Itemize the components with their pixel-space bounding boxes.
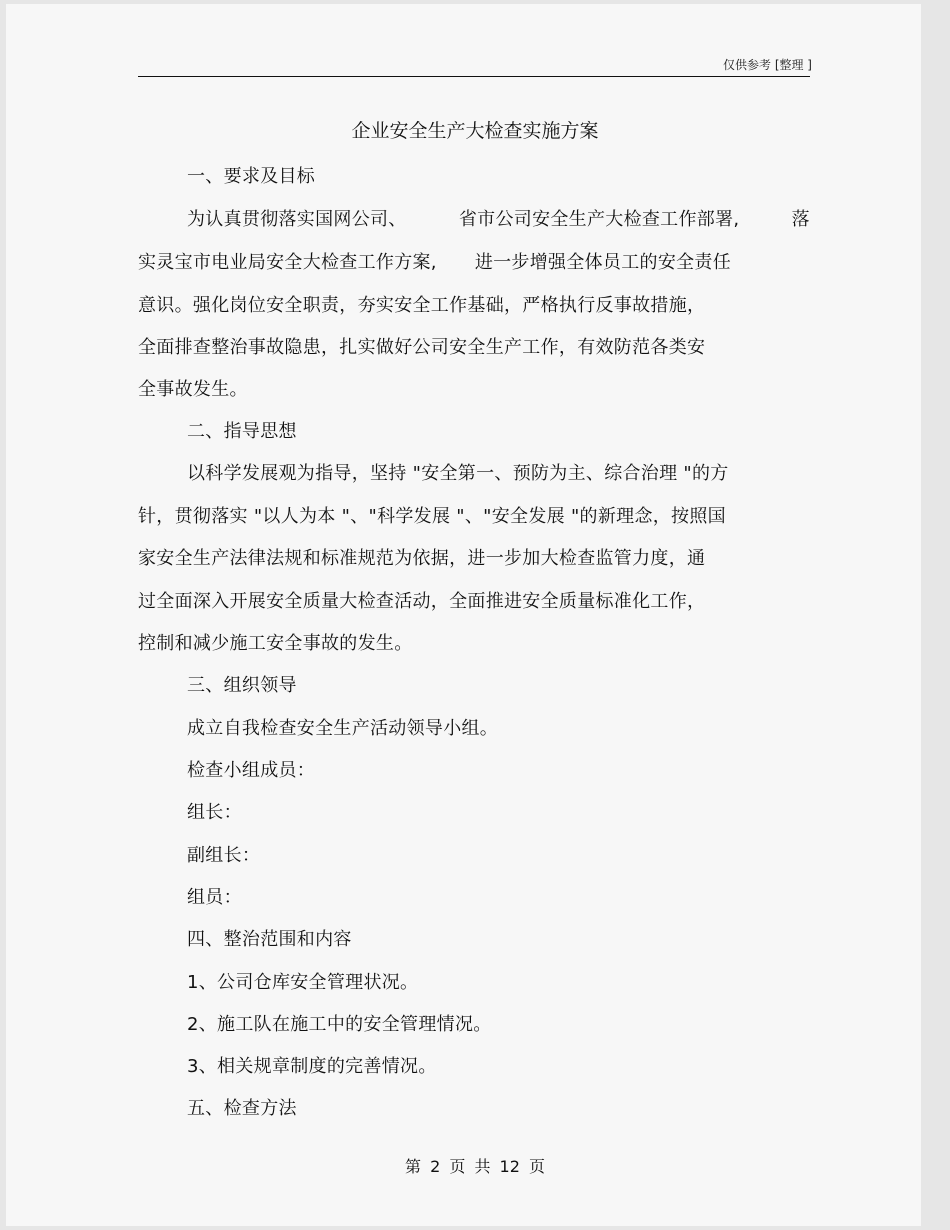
section-4-item-3: 3、相关规章制度的完善情况。 [187,1056,437,1077]
section-5-heading: 五、检查方法 [187,1098,297,1119]
section-2-paragraph-line-4: 过全面深入开展安全质量大检查活动，全面推进安全质量标准化工作， [138,591,706,612]
section-2-heading: 二、指导思想 [187,421,297,442]
text-segment: 落 [791,209,810,230]
text-segment: 为认真贯彻落实国网公司、 [187,209,407,230]
section-2-paragraph-line-1: 以科学发展观为指导，坚持 "安全第一、预防为主、综合治理 "的方 [187,463,729,484]
section-3-line-4: 副组长： [187,845,261,866]
section-1-paragraph-line-2 [138,248,731,274]
text-segment: 省市公司安全生产大检查工作部署, [458,209,740,230]
document-page [6,4,921,1226]
section-1-paragraph-line-4: 全面排查整治事故隐患，扎实做好公司安全生产工作，有效防范各类安 [138,337,706,358]
document-title: 企业安全生产大检查实施方案 [351,120,599,142]
section-3-line-1: 成立自我检查安全生产活动领导小组。 [187,718,499,739]
section-1-heading: 一、要求及目标 [187,166,316,187]
section-4-item-1: 1、公司仓库安全管理状况。 [187,972,419,993]
section-3-line-5: 组员： [187,887,242,908]
section-4-item-2: 2、施工队在施工中的安全管理情况。 [187,1014,492,1035]
section-3-heading: 三、组织领导 [187,675,297,696]
header-note: 仅供参考 [整理 ] [723,58,812,72]
header-rule [138,76,810,77]
section-3-line-2: 检查小组成员： [187,760,316,781]
section-1-paragraph-line-5: 全事故发生。 [138,379,248,400]
text-segment: 进一步增强全体员工的安全责任 [474,252,732,273]
section-1-paragraph-line-1 [187,205,810,231]
section-3-line-3: 组长： [187,802,242,823]
section-2-paragraph-line-3: 家安全生产法律法规和标准规范为依据，进一步加大检查监管力度，通 [138,548,706,569]
section-2-paragraph-line-5: 控制和减少施工安全事故的发生。 [138,633,413,654]
section-2-paragraph-line-2: 针，贯彻落实 "以人为本 "、"科学发展 "、"安全发展 "的新理念，按照国 [138,506,726,527]
section-4-heading: 四、整治范围和内容 [187,929,352,950]
text-segment: 实灵宝市电业局安全大检查工作方案, [138,252,437,273]
page-footer: 第 2 页 共 12 页 [405,1157,545,1176]
section-1-paragraph-line-3: 意识。强化岗位安全职责，夯实安全工作基础，严格执行反事故措施， [138,295,706,316]
